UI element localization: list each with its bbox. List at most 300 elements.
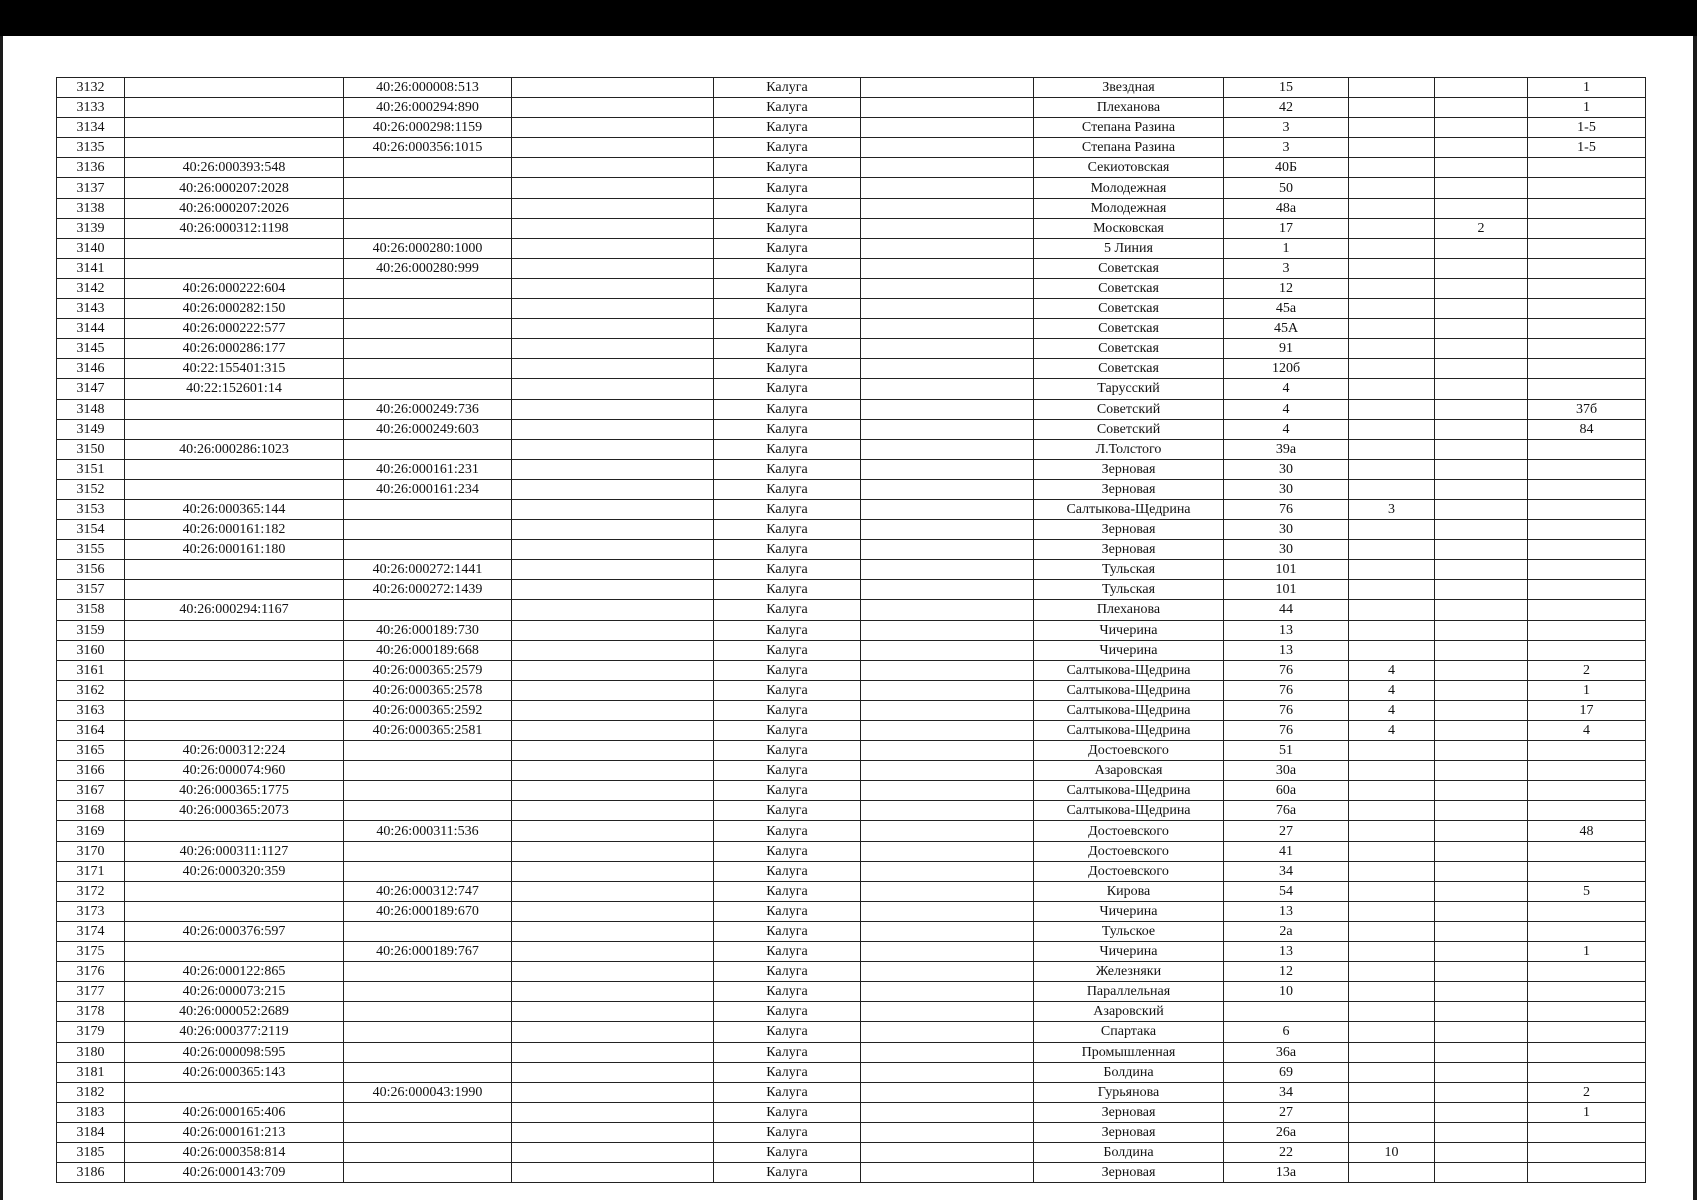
cell-block-number bbox=[1435, 700, 1528, 720]
cell-cadastral-number-land: 40:26:000161:213 bbox=[125, 1122, 344, 1142]
cell-cadastral-number-land: 40:26:000312:224 bbox=[125, 741, 344, 761]
cell-extra-column bbox=[512, 680, 714, 700]
cell-row-number: 3186 bbox=[57, 1163, 125, 1183]
cell-cadastral-number-land: 40:26:000286:1023 bbox=[125, 439, 344, 459]
cell-extra-column bbox=[512, 580, 714, 600]
cell-city: Калуга bbox=[714, 841, 861, 861]
cell-city: Калуга bbox=[714, 1022, 861, 1042]
cell-district bbox=[861, 821, 1034, 841]
cell-extra-column bbox=[512, 278, 714, 298]
cell-building-number bbox=[1349, 600, 1435, 620]
cell-district bbox=[861, 861, 1034, 881]
cell-house-number: 42 bbox=[1224, 98, 1349, 118]
cell-street: Тульское bbox=[1034, 921, 1224, 941]
cell-extra-column bbox=[512, 379, 714, 399]
cell-house-number: 45А bbox=[1224, 319, 1349, 339]
cell-block-number bbox=[1435, 1002, 1528, 1022]
cell-street: Гурьянова bbox=[1034, 1082, 1224, 1102]
cell-cadastral-number-land: 40:26:000393:548 bbox=[125, 158, 344, 178]
cell-cadastral-number-building bbox=[344, 1102, 512, 1122]
cell-cadastral-number-land bbox=[125, 258, 344, 278]
cell-city: Калуга bbox=[714, 399, 861, 419]
cell-block-number bbox=[1435, 339, 1528, 359]
cell-house-number: 12 bbox=[1224, 962, 1349, 982]
cell-city: Калуга bbox=[714, 1142, 861, 1162]
cell-street: Л.Толстого bbox=[1034, 439, 1224, 459]
table-row bbox=[57, 339, 1646, 359]
cell-street: Степана Разина bbox=[1034, 138, 1224, 158]
cell-building-number bbox=[1349, 1122, 1435, 1142]
cell-district bbox=[861, 78, 1034, 98]
table-row bbox=[57, 1062, 1646, 1082]
cell-street: Салтыкова-Щедрина bbox=[1034, 721, 1224, 741]
cell-house-number: 101 bbox=[1224, 580, 1349, 600]
cell-house-number: 3 bbox=[1224, 138, 1349, 158]
cell-district bbox=[861, 841, 1034, 861]
cell-building-number bbox=[1349, 580, 1435, 600]
cell-city: Калуга bbox=[714, 741, 861, 761]
cell-house-number: 101 bbox=[1224, 560, 1349, 580]
cell-building-number bbox=[1349, 238, 1435, 258]
cell-district bbox=[861, 942, 1034, 962]
cell-building-number bbox=[1349, 1022, 1435, 1042]
cell-block-number bbox=[1435, 540, 1528, 560]
cell-block-number bbox=[1435, 741, 1528, 761]
cell-city: Калуга bbox=[714, 78, 861, 98]
cell-apartment-number: 5 bbox=[1528, 881, 1646, 901]
cell-house-number: 120б bbox=[1224, 359, 1349, 379]
cell-city: Калуга bbox=[714, 600, 861, 620]
cell-row-number: 3140 bbox=[57, 238, 125, 258]
cell-city: Калуга bbox=[714, 258, 861, 278]
table-row bbox=[57, 1102, 1646, 1122]
cell-row-number: 3138 bbox=[57, 198, 125, 218]
table-row bbox=[57, 278, 1646, 298]
cell-cadastral-number-land bbox=[125, 238, 344, 258]
cell-building-number bbox=[1349, 98, 1435, 118]
cell-street: Секиотовская bbox=[1034, 158, 1224, 178]
cell-cadastral-number-building bbox=[344, 520, 512, 540]
cell-district bbox=[861, 741, 1034, 761]
cell-extra-column bbox=[512, 1002, 714, 1022]
table-row bbox=[57, 1142, 1646, 1162]
cell-building-number bbox=[1349, 540, 1435, 560]
cell-building-number bbox=[1349, 560, 1435, 580]
cell-district bbox=[861, 499, 1034, 519]
cell-city: Калуга bbox=[714, 640, 861, 660]
cell-house-number: 76 bbox=[1224, 700, 1349, 720]
cell-cadastral-number-land: 40:26:000320:359 bbox=[125, 861, 344, 881]
cell-extra-column bbox=[512, 98, 714, 118]
cell-apartment-number bbox=[1528, 499, 1646, 519]
cell-city: Калуга bbox=[714, 721, 861, 741]
cell-cadastral-number-land: 40:26:000365:1775 bbox=[125, 781, 344, 801]
cell-extra-column bbox=[512, 1122, 714, 1142]
cell-district bbox=[861, 540, 1034, 560]
cell-street: Чичерина bbox=[1034, 942, 1224, 962]
cell-cadastral-number-building bbox=[344, 359, 512, 379]
cell-street: Спартака bbox=[1034, 1022, 1224, 1042]
cell-district bbox=[861, 560, 1034, 580]
cell-row-number: 3166 bbox=[57, 761, 125, 781]
cell-extra-column bbox=[512, 700, 714, 720]
cell-block-number bbox=[1435, 1102, 1528, 1122]
cell-district bbox=[861, 359, 1034, 379]
cell-building-number bbox=[1349, 1062, 1435, 1082]
cell-cadastral-number-building bbox=[344, 158, 512, 178]
cell-street: Советская bbox=[1034, 319, 1224, 339]
cell-extra-column bbox=[512, 198, 714, 218]
cell-house-number: 2а bbox=[1224, 921, 1349, 941]
cell-city: Калуга bbox=[714, 962, 861, 982]
cell-row-number: 3157 bbox=[57, 580, 125, 600]
cell-district bbox=[861, 881, 1034, 901]
cell-row-number: 3152 bbox=[57, 479, 125, 499]
cell-city: Калуга bbox=[714, 198, 861, 218]
cell-house-number: 10 bbox=[1224, 982, 1349, 1002]
cell-district bbox=[861, 238, 1034, 258]
cell-cadastral-number-building bbox=[344, 278, 512, 298]
cell-cadastral-number-land bbox=[125, 942, 344, 962]
cell-cadastral-number-building bbox=[344, 319, 512, 339]
table-row bbox=[57, 299, 1646, 319]
cell-street: Кирова bbox=[1034, 881, 1224, 901]
cell-house-number: 76 bbox=[1224, 660, 1349, 680]
cell-district bbox=[861, 218, 1034, 238]
cell-street: Болдина bbox=[1034, 1062, 1224, 1082]
cell-row-number: 3153 bbox=[57, 499, 125, 519]
cell-row-number: 3156 bbox=[57, 560, 125, 580]
cell-cadastral-number-building bbox=[344, 439, 512, 459]
cell-house-number: 48а bbox=[1224, 198, 1349, 218]
cell-district bbox=[861, 1042, 1034, 1062]
cell-extra-column bbox=[512, 178, 714, 198]
cell-apartment-number bbox=[1528, 781, 1646, 801]
cell-building-number bbox=[1349, 419, 1435, 439]
cell-row-number: 3158 bbox=[57, 600, 125, 620]
table-row bbox=[57, 620, 1646, 640]
table-row bbox=[57, 1122, 1646, 1142]
cell-cadastral-number-building bbox=[344, 198, 512, 218]
cell-street: Молодежная bbox=[1034, 178, 1224, 198]
table-row bbox=[57, 560, 1646, 580]
cell-district bbox=[861, 901, 1034, 921]
table-row bbox=[57, 962, 1646, 982]
cell-apartment-number bbox=[1528, 560, 1646, 580]
cell-extra-column bbox=[512, 560, 714, 580]
cell-cadastral-number-building: 40:26:000189:668 bbox=[344, 640, 512, 660]
cell-city: Калуга bbox=[714, 499, 861, 519]
cell-extra-column bbox=[512, 419, 714, 439]
cell-street: Степана Разина bbox=[1034, 118, 1224, 138]
cell-apartment-number: 1 bbox=[1528, 680, 1646, 700]
cell-street: Салтыкова-Щедрина bbox=[1034, 660, 1224, 680]
cell-cadastral-number-building: 40:26:000365:2592 bbox=[344, 700, 512, 720]
cell-apartment-number: 48 bbox=[1528, 821, 1646, 841]
cell-apartment-number bbox=[1528, 801, 1646, 821]
cell-block-number bbox=[1435, 399, 1528, 419]
cell-city: Калуга bbox=[714, 319, 861, 339]
cell-district bbox=[861, 580, 1034, 600]
cell-city: Калуга bbox=[714, 520, 861, 540]
cell-building-number bbox=[1349, 258, 1435, 278]
cell-cadastral-number-building bbox=[344, 982, 512, 1002]
cell-district bbox=[861, 1122, 1034, 1142]
cell-block-number bbox=[1435, 620, 1528, 640]
cell-apartment-number bbox=[1528, 982, 1646, 1002]
cell-extra-column bbox=[512, 881, 714, 901]
cell-cadastral-number-land: 40:26:000165:406 bbox=[125, 1102, 344, 1122]
cell-city: Калуга bbox=[714, 560, 861, 580]
cell-cadastral-number-land: 40:26:000294:1167 bbox=[125, 600, 344, 620]
cell-building-number bbox=[1349, 278, 1435, 298]
cell-row-number: 3167 bbox=[57, 781, 125, 801]
cell-building-number bbox=[1349, 741, 1435, 761]
cell-block-number bbox=[1435, 299, 1528, 319]
cell-block-number bbox=[1435, 98, 1528, 118]
cell-district bbox=[861, 198, 1034, 218]
cell-apartment-number bbox=[1528, 1163, 1646, 1183]
cell-city: Калуга bbox=[714, 901, 861, 921]
cell-house-number: 76а bbox=[1224, 801, 1349, 821]
cell-house-number: 27 bbox=[1224, 1102, 1349, 1122]
cell-row-number: 3154 bbox=[57, 520, 125, 540]
cell-extra-column bbox=[512, 620, 714, 640]
cell-block-number bbox=[1435, 640, 1528, 660]
cell-district bbox=[861, 600, 1034, 620]
cell-extra-column bbox=[512, 138, 714, 158]
cell-extra-column bbox=[512, 600, 714, 620]
cell-cadastral-number-land: 40:26:000222:577 bbox=[125, 319, 344, 339]
cell-block-number bbox=[1435, 1122, 1528, 1142]
cell-city: Калуга bbox=[714, 178, 861, 198]
cell-building-number bbox=[1349, 841, 1435, 861]
cell-house-number: 76 bbox=[1224, 680, 1349, 700]
table-row bbox=[57, 801, 1646, 821]
cell-row-number: 3142 bbox=[57, 278, 125, 298]
cell-building-number bbox=[1349, 1163, 1435, 1183]
cell-apartment-number bbox=[1528, 901, 1646, 921]
cell-street: Молодежная bbox=[1034, 198, 1224, 218]
cell-apartment-number: 84 bbox=[1528, 419, 1646, 439]
document-sheet bbox=[56, 77, 1646, 1183]
cell-block-number bbox=[1435, 560, 1528, 580]
cell-extra-column bbox=[512, 158, 714, 178]
cell-house-number: 30а bbox=[1224, 761, 1349, 781]
cell-street: Болдина bbox=[1034, 1142, 1224, 1162]
cell-cadastral-number-land: 40:26:000098:595 bbox=[125, 1042, 344, 1062]
cell-block-number bbox=[1435, 419, 1528, 439]
cell-district bbox=[861, 138, 1034, 158]
cell-row-number: 3155 bbox=[57, 540, 125, 560]
cell-city: Калуга bbox=[714, 118, 861, 138]
cell-district bbox=[861, 721, 1034, 741]
cell-cadastral-number-building bbox=[344, 1022, 512, 1042]
cell-cadastral-number-land: 40:26:000311:1127 bbox=[125, 841, 344, 861]
cell-cadastral-number-land bbox=[125, 78, 344, 98]
cell-cadastral-number-building bbox=[344, 921, 512, 941]
cell-block-number bbox=[1435, 118, 1528, 138]
cell-cadastral-number-land bbox=[125, 901, 344, 921]
cell-apartment-number bbox=[1528, 520, 1646, 540]
cell-cadastral-number-land: 40:26:000365:2073 bbox=[125, 801, 344, 821]
cell-block-number bbox=[1435, 278, 1528, 298]
cell-cadastral-number-building bbox=[344, 379, 512, 399]
cell-apartment-number bbox=[1528, 218, 1646, 238]
cell-street: Салтыкова-Щедрина bbox=[1034, 801, 1224, 821]
cell-block-number bbox=[1435, 238, 1528, 258]
cell-house-number: 44 bbox=[1224, 600, 1349, 620]
cell-extra-column bbox=[512, 319, 714, 339]
cell-street: Московская bbox=[1034, 218, 1224, 238]
cell-block-number bbox=[1435, 198, 1528, 218]
table-row bbox=[57, 520, 1646, 540]
cell-extra-column bbox=[512, 399, 714, 419]
cell-cadastral-number-land bbox=[125, 479, 344, 499]
table-row bbox=[57, 118, 1646, 138]
cell-street: Зерновая bbox=[1034, 520, 1224, 540]
cell-cadastral-number-land: 40:26:000074:960 bbox=[125, 761, 344, 781]
cell-row-number: 3177 bbox=[57, 982, 125, 1002]
table-row bbox=[57, 78, 1646, 98]
cell-district bbox=[861, 1002, 1034, 1022]
cell-extra-column bbox=[512, 1042, 714, 1062]
table-row bbox=[57, 198, 1646, 218]
cell-extra-column bbox=[512, 339, 714, 359]
table-row bbox=[57, 138, 1646, 158]
cell-cadastral-number-land: 40:26:000207:2028 bbox=[125, 178, 344, 198]
cell-extra-column bbox=[512, 299, 714, 319]
cell-row-number: 3175 bbox=[57, 942, 125, 962]
cell-extra-column bbox=[512, 721, 714, 741]
cell-house-number: 4 bbox=[1224, 419, 1349, 439]
table-row bbox=[57, 741, 1646, 761]
cell-building-number bbox=[1349, 620, 1435, 640]
cell-block-number bbox=[1435, 1082, 1528, 1102]
cell-row-number: 3182 bbox=[57, 1082, 125, 1102]
cell-street: Тарусский bbox=[1034, 379, 1224, 399]
cell-city: Калуга bbox=[714, 1122, 861, 1142]
cell-apartment-number: 1 bbox=[1528, 1102, 1646, 1122]
cell-city: Калуга bbox=[714, 238, 861, 258]
cell-street: Чичерина bbox=[1034, 620, 1224, 640]
cell-cadastral-number-building bbox=[344, 299, 512, 319]
cell-house-number bbox=[1224, 1002, 1349, 1022]
cell-apartment-number bbox=[1528, 479, 1646, 499]
cell-apartment-number bbox=[1528, 238, 1646, 258]
cell-district bbox=[861, 479, 1034, 499]
cell-apartment-number bbox=[1528, 841, 1646, 861]
cell-city: Калуга bbox=[714, 1082, 861, 1102]
cell-row-number: 3141 bbox=[57, 258, 125, 278]
cell-city: Калуга bbox=[714, 98, 861, 118]
cell-district bbox=[861, 1022, 1034, 1042]
cell-extra-column bbox=[512, 238, 714, 258]
table-row bbox=[57, 1163, 1646, 1183]
cell-building-number: 4 bbox=[1349, 721, 1435, 741]
cell-block-number bbox=[1435, 942, 1528, 962]
cell-street: Зерновая bbox=[1034, 459, 1224, 479]
cell-apartment-number: 1-5 bbox=[1528, 138, 1646, 158]
cell-building-number bbox=[1349, 78, 1435, 98]
cell-block-number bbox=[1435, 841, 1528, 861]
cell-block-number bbox=[1435, 921, 1528, 941]
table-row bbox=[57, 258, 1646, 278]
cell-house-number: 39а bbox=[1224, 439, 1349, 459]
cell-cadastral-number-land bbox=[125, 138, 344, 158]
cell-street: Тульская bbox=[1034, 580, 1224, 600]
scan-right-edge bbox=[1693, 36, 1697, 1200]
cell-district bbox=[861, 921, 1034, 941]
cell-extra-column bbox=[512, 982, 714, 1002]
cell-row-number: 3162 bbox=[57, 680, 125, 700]
cell-district bbox=[861, 781, 1034, 801]
cell-cadastral-number-building: 40:26:000365:2581 bbox=[344, 721, 512, 741]
cell-house-number: 13 bbox=[1224, 620, 1349, 640]
cell-row-number: 3160 bbox=[57, 640, 125, 660]
table-row bbox=[57, 781, 1646, 801]
cell-district bbox=[861, 439, 1034, 459]
cell-cadastral-number-building bbox=[344, 1122, 512, 1142]
cell-row-number: 3151 bbox=[57, 459, 125, 479]
cell-apartment-number bbox=[1528, 379, 1646, 399]
cell-row-number: 3144 bbox=[57, 319, 125, 339]
cell-building-number bbox=[1349, 761, 1435, 781]
cell-building-number bbox=[1349, 138, 1435, 158]
cell-apartment-number bbox=[1528, 359, 1646, 379]
cell-district bbox=[861, 982, 1034, 1002]
cell-house-number: 34 bbox=[1224, 1082, 1349, 1102]
cell-building-number bbox=[1349, 1042, 1435, 1062]
cell-cadastral-number-land bbox=[125, 721, 344, 741]
cell-district bbox=[861, 178, 1034, 198]
table-row bbox=[57, 901, 1646, 921]
cell-city: Калуга bbox=[714, 540, 861, 560]
cell-cadastral-number-land: 40:22:155401:315 bbox=[125, 359, 344, 379]
cell-district bbox=[861, 620, 1034, 640]
cell-house-number: 54 bbox=[1224, 881, 1349, 901]
cell-row-number: 3174 bbox=[57, 921, 125, 941]
cell-block-number bbox=[1435, 479, 1528, 499]
table-row bbox=[57, 238, 1646, 258]
cell-cadastral-number-building bbox=[344, 761, 512, 781]
cell-extra-column bbox=[512, 781, 714, 801]
cell-city: Калуга bbox=[714, 620, 861, 640]
cell-street: Зерновая bbox=[1034, 540, 1224, 560]
cell-apartment-number bbox=[1528, 1142, 1646, 1162]
scan-left-edge bbox=[0, 36, 3, 1200]
cell-row-number: 3170 bbox=[57, 841, 125, 861]
cell-cadastral-number-land: 40:26:000377:2119 bbox=[125, 1022, 344, 1042]
cell-street: Промышленная bbox=[1034, 1042, 1224, 1062]
cell-row-number: 3137 bbox=[57, 178, 125, 198]
cell-district bbox=[861, 1163, 1034, 1183]
scan-top-border bbox=[0, 0, 1697, 36]
cell-district bbox=[861, 700, 1034, 720]
cell-building-number: 3 bbox=[1349, 499, 1435, 519]
cell-cadastral-number-land: 40:26:000222:604 bbox=[125, 278, 344, 298]
table-row bbox=[57, 640, 1646, 660]
cell-block-number bbox=[1435, 781, 1528, 801]
cell-city: Калуга bbox=[714, 1163, 861, 1183]
cell-house-number: 3 bbox=[1224, 258, 1349, 278]
cell-block-number bbox=[1435, 499, 1528, 519]
cell-block-number bbox=[1435, 359, 1528, 379]
cell-cadastral-number-building bbox=[344, 861, 512, 881]
cell-extra-column bbox=[512, 761, 714, 781]
table-row bbox=[57, 1042, 1646, 1062]
cell-cadastral-number-building bbox=[344, 218, 512, 238]
